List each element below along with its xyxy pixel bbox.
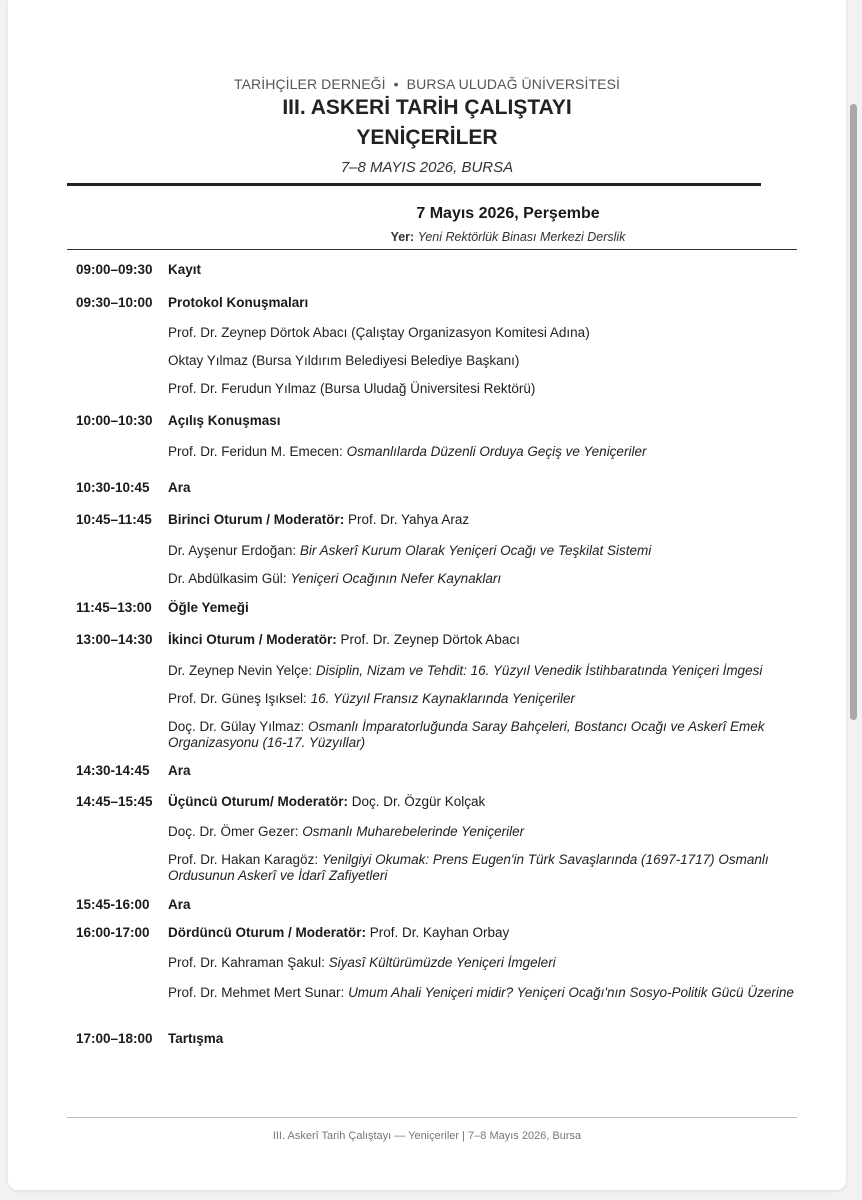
organizer-2: BURSA ULUDAĞ ÜNİVERSİTESİ	[406, 76, 620, 92]
speaker-name: Dr. Ayşenur Erdoğan:	[168, 543, 300, 558]
speaker-line: Prof. Dr. Ferudun Yılmaz (Bursa Uludağ Üniversitesi Rektörü)	[168, 381, 536, 396]
moderator-name: Prof. Dr. Zeynep Dörtok Abacı	[336, 632, 520, 647]
session-label	[168, 512, 469, 527]
session-name: Dördüncü Oturum / Moderatör:	[168, 925, 366, 940]
talk-line	[168, 571, 818, 587]
moderator-name: Prof. Dr. Kayhan Orbay	[366, 925, 510, 940]
speaker-name: Dr. Abdülkasim Gül:	[168, 571, 291, 586]
talk-line	[168, 543, 818, 559]
event-title: III. ASKERİ TARİH ÇALIŞTAYI	[282, 96, 572, 119]
event-dates: 7–8 MAYIS 2026, BURSA	[340, 159, 514, 176]
speaker-line: Oktay Yılmaz (Bursa Yıldırım Belediyesi Belediye Başkanı)	[168, 353, 520, 368]
talk-title: Osmanlı İmparatorluğunda Saray Bahçeleri, Bostancı Ocağı ve Askerî Emek Organizasyonu (16-17. Yüzyıllar)	[168, 719, 765, 750]
talk-line	[168, 444, 818, 460]
session-label: Öğle Yemeği	[168, 600, 249, 615]
speaker-name: Prof. Dr. Feridun M. Emecen:	[168, 444, 347, 459]
speaker-name: Prof. Dr. Kahraman Şakul:	[168, 955, 329, 970]
talk-line	[168, 852, 818, 884]
talk-line	[168, 985, 818, 1001]
program-page	[8, 0, 846, 1190]
talk-title: Disiplin, Nizam ve Tehdit: 16. Yüzyıl Venedik İstihbaratında Yeniçeri İmgesi	[315, 663, 763, 678]
separator-dot: •	[393, 76, 399, 92]
organizer-1: TARİHÇİLER DERNEĞİ	[233, 76, 386, 92]
session-label: Ara	[168, 763, 191, 778]
session-label: Tartışma	[168, 1031, 224, 1046]
time-slot: 09:30–10:00	[76, 295, 153, 310]
time-slot: 15:45-16:00	[76, 897, 150, 912]
speaker-name: Doç. Dr. Gülay Yılmaz:	[168, 719, 309, 734]
time-slot: 13:00–14:30	[76, 632, 153, 647]
venue-label: Yer:	[390, 230, 415, 244]
talk-title: Siyasî Kültürümüzde Yeniçeri İmgeleri	[328, 955, 556, 970]
talk-title: 16. Yüzyıl Fransız Kaynaklarında Yeniçeriler	[310, 691, 575, 706]
talk-line	[168, 955, 818, 971]
session-label: Ara	[168, 897, 191, 912]
session-name: İkinci Oturum / Moderatör:	[168, 632, 337, 647]
session-label: Ara	[168, 480, 191, 495]
session-label: Kayıt	[168, 262, 202, 277]
talk-line	[168, 663, 818, 679]
venue-name: Yeni Rektörlük Binası Merkezi Derslik	[417, 230, 626, 244]
venue	[8, 230, 846, 244]
talk-line	[168, 719, 818, 751]
speaker-name: Prof. Dr. Güneş Işıksel:	[168, 691, 311, 706]
page-footer: III. Askerî Tarih Çalıştayı — Yeniçeriler | 7–8 Mayıs 2026, Bursa	[272, 1130, 582, 1142]
speaker-name: Dr. Zeynep Nevin Yelçe:	[168, 663, 316, 678]
talk-title: Bir Askerî Kurum Olarak Yeniçeri Ocağı ve Teşkilat Sistemi	[299, 543, 652, 558]
header-divider	[67, 183, 761, 186]
talk-title: Osmanlı Muharebelerinde Yeniçeriler	[302, 824, 525, 839]
footer-divider	[67, 1117, 797, 1118]
session-label	[168, 632, 520, 647]
speaker-name: Prof. Dr. Mehmet Mert Sunar:	[168, 985, 349, 1000]
session-label	[168, 794, 485, 809]
time-slot: 14:45–15:45	[76, 794, 153, 809]
talk-title: Yenilgiyi Okumak: Prens Eugen'in Türk Savaşlarında (1697-1717) Osmanlı Ordusunun Askerî ve İdarî Zafiyetleri	[168, 852, 769, 883]
day-divider	[67, 249, 797, 250]
talk-line	[168, 824, 818, 840]
scrollbar-thumb[interactable]	[850, 104, 857, 720]
session-label: Açılış Konuşması	[168, 413, 281, 428]
speaker-name: Doç. Dr. Ömer Gezer:	[168, 824, 303, 839]
event-subtitle: YENİÇERİLER	[356, 126, 498, 149]
moderator-name: Prof. Dr. Yahya Araz	[344, 512, 470, 527]
moderator-name: Doç. Dr. Özgür Kolçak	[348, 794, 486, 809]
organizers	[8, 76, 846, 92]
talk-title: Umum Ahali Yeniçeri midir? Yeniçeri Ocağı'nın Sosyo-Politik Gücü Üzerine	[348, 985, 794, 1000]
speaker-name: Prof. Dr. Hakan Karagöz:	[168, 852, 322, 867]
time-slot: 11:45–13:00	[76, 600, 152, 615]
speaker-line: Prof. Dr. Zeynep Dörtok Abacı (Çalıştay Organizasyon Komitesi Adına)	[168, 325, 590, 340]
talk-line	[168, 691, 818, 707]
time-slot: 17:00–18:00	[76, 1031, 153, 1046]
talk-title: Yeniçeri Ocağının Nefer Kaynakları	[290, 571, 502, 586]
time-slot: 10:30-10:45	[76, 480, 150, 495]
time-slot: 16:00-17:00	[76, 925, 150, 940]
day-title: 7 Mayıs 2026, Perşembe	[416, 205, 600, 222]
session-name: Birinci Oturum / Moderatör:	[168, 512, 345, 527]
session-name: Üçüncü Oturum/ Moderatör:	[168, 794, 349, 809]
time-slot: 10:00–10:30	[76, 413, 153, 428]
time-slot: 10:45–11:45	[76, 512, 152, 527]
time-slot: 14:30-14:45	[76, 763, 150, 778]
talk-title: Osmanlılarda Düzenli Orduya Geçiş ve Yeniçeriler	[346, 444, 647, 459]
session-label	[168, 925, 509, 940]
time-slot: 09:00–09:30	[76, 262, 153, 277]
session-label: Protokol Konuşmaları	[168, 295, 309, 310]
